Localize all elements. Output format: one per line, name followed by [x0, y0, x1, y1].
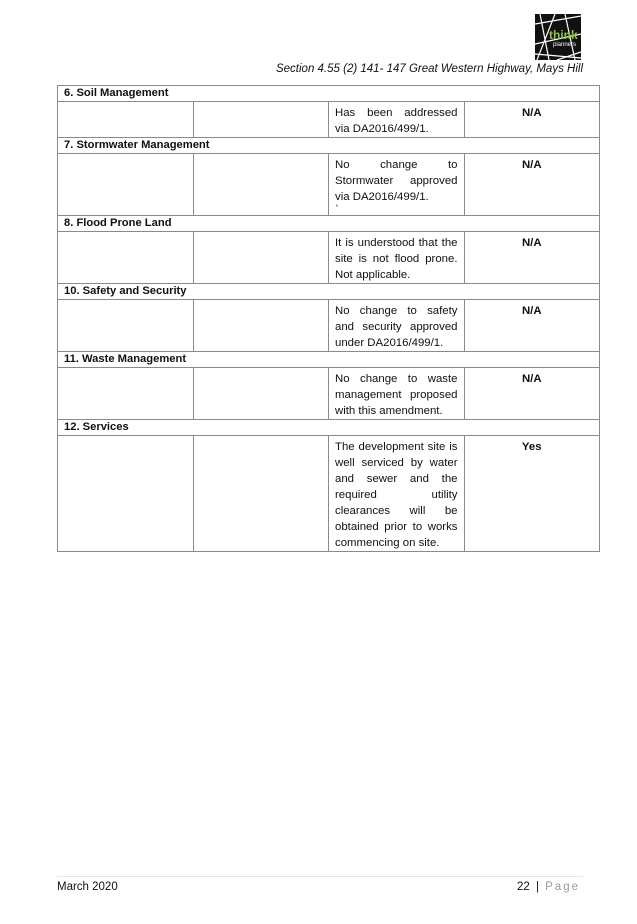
- empty-cell: [193, 436, 329, 552]
- comment-text: No change to safety and security approved under DA2016/499/1.: [335, 305, 458, 349]
- empty-cell: [58, 300, 194, 352]
- status-text: Yes: [521, 441, 542, 453]
- section-heading-row: [58, 420, 600, 436]
- section-heading: 11. Waste Management: [58, 352, 600, 368]
- section-heading: 10. Safety and Security: [58, 284, 600, 300]
- empty-cell: [193, 102, 329, 138]
- table-row: [58, 102, 600, 138]
- comment-text: No change to waste management proposed with this amendment.: [335, 373, 458, 417]
- empty-cell: [193, 368, 329, 420]
- empty-cell: [58, 102, 194, 138]
- logo-word: think: [549, 28, 578, 42]
- status-cell: [464, 368, 600, 420]
- table-row: [58, 232, 600, 284]
- empty-cell: [58, 368, 194, 420]
- assessment-table: [57, 85, 600, 552]
- empty-cell: [193, 232, 329, 284]
- section-heading: 12. Services: [58, 420, 600, 436]
- section-heading-row: [58, 352, 600, 368]
- status-text: N/A: [521, 237, 542, 249]
- empty-cell: [58, 232, 194, 284]
- footer-page-indicator: [517, 881, 580, 893]
- comment-text: The development site is well serviced by water and sewer and the required utility clearances will be obtained prior to works commencing on site.: [335, 441, 458, 549]
- status-text: N/A: [521, 107, 542, 119]
- empty-cell: [58, 436, 194, 552]
- status-text: N/A: [521, 373, 542, 385]
- think-planners-logo: [535, 14, 581, 60]
- comment-extra-mark: `: [335, 204, 339, 216]
- status-cell: [464, 232, 600, 284]
- status-cell: [464, 300, 600, 352]
- page-number: 22: [516, 881, 530, 893]
- comment-text: It is understood that the site is not flood prone. Not applicable.: [335, 237, 458, 281]
- empty-cell: [193, 300, 329, 352]
- status-cell: [464, 102, 600, 138]
- comment-cell: [329, 300, 465, 352]
- table-row: [58, 436, 600, 552]
- footer-divider: [57, 876, 583, 877]
- section-heading: 7. Stormwater Management: [58, 138, 600, 154]
- comment-text: Has been addressed via DA2016/499/1.: [335, 107, 458, 135]
- comment-cell: [329, 436, 465, 552]
- page-label: Page: [545, 881, 580, 893]
- logo-subword: planners: [553, 42, 577, 48]
- section-heading-row: [58, 284, 600, 300]
- document-header-title: Section 4.55 (2) 141- 147 Great Western Highway, Mays Hill: [275, 63, 583, 75]
- section-heading: 6. Soil Management: [58, 86, 600, 102]
- comment-cell: [329, 368, 465, 420]
- status-cell: [464, 154, 600, 216]
- status-cell: [464, 436, 600, 552]
- section-heading-row: [58, 86, 600, 102]
- table-row: [58, 368, 600, 420]
- comment-cell: [329, 102, 465, 138]
- empty-cell: [193, 154, 329, 216]
- footer-date: March 2020: [57, 881, 118, 893]
- status-text: N/A: [521, 305, 542, 317]
- table-row: [58, 300, 600, 352]
- section-heading-row: [58, 216, 600, 232]
- section-heading-row: [58, 138, 600, 154]
- section-heading: 8. Flood Prone Land: [58, 216, 600, 232]
- table-row: [58, 154, 600, 216]
- status-text: N/A: [521, 159, 542, 171]
- comment-cell: [329, 232, 465, 284]
- empty-cell: [58, 154, 194, 216]
- comment-text: No change to Stormwater approved via DA2016/499/1.: [335, 159, 458, 203]
- comment-cell: [329, 154, 465, 216]
- page-separator: |: [535, 881, 539, 893]
